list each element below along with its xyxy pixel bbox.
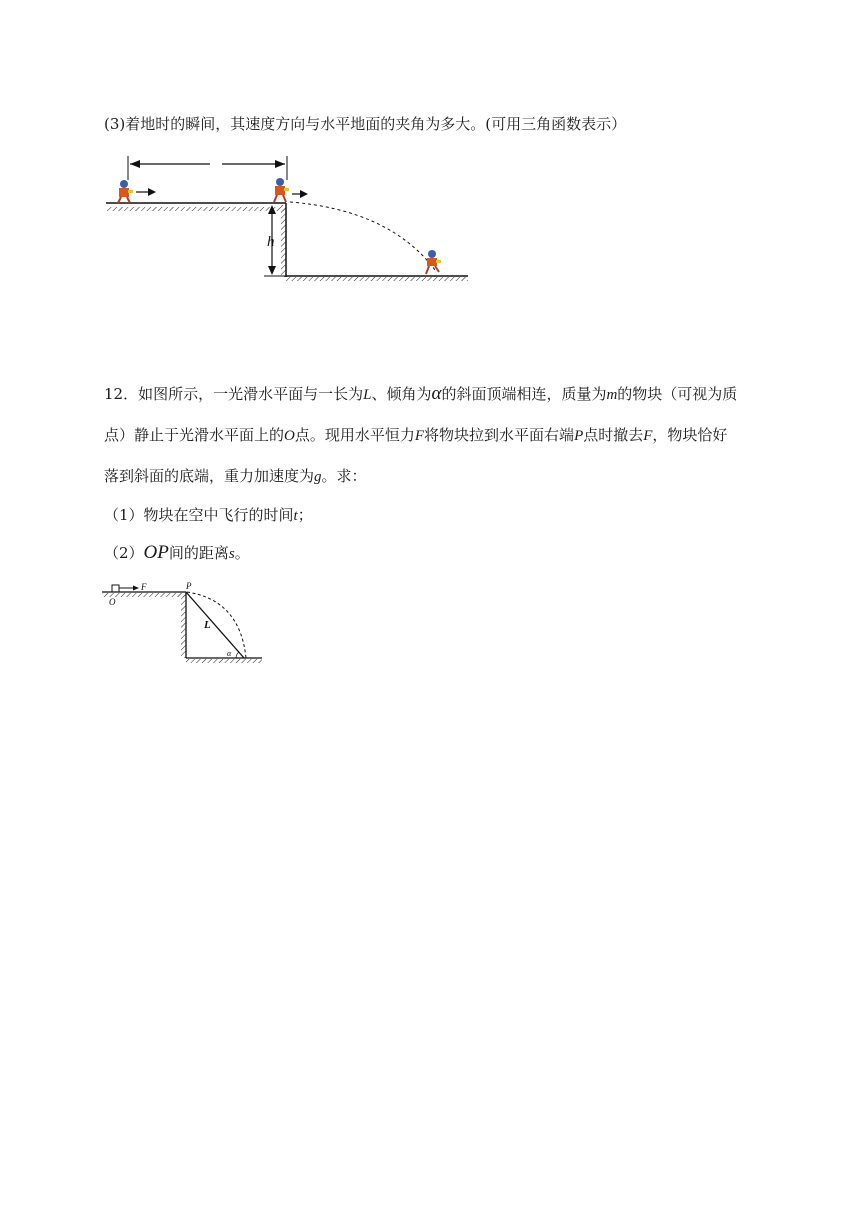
label-L: L (204, 619, 211, 631)
runner-icon (426, 250, 441, 274)
question-part-3: (3)着地时的瞬间，其速度方向与水平地面的夹角为多大。(可用三角函数表示） (104, 115, 627, 133)
question-12-line-1: 12．如图所示，一光滑水平面与一长为L、倾角为α的斜面顶端相连，质量为m的物块（可视为质 (104, 383, 738, 404)
runner-icon (274, 178, 289, 202)
label-O: O (109, 597, 116, 607)
question-12-line-2: 点）静止于光滑水平面上的O点。现用水平恒力F将物块拉到水平面右端P点时撤去F，物块恰好 (104, 426, 728, 444)
question-12-sub-2: （2）OP间的距离s。 (104, 542, 250, 563)
label-P: P (186, 581, 192, 591)
figure-incline (100, 578, 270, 668)
runner-icon (118, 180, 133, 203)
figure-cliff-projectile (100, 150, 480, 290)
question-12-sub-1: （1）物块在空中飞行的时间t； (104, 506, 313, 524)
label-alpha: α (227, 649, 232, 658)
h-label: h (267, 234, 275, 250)
question-12-line-3: 落到斜面的底端，重力加速度为g。求： (104, 467, 367, 485)
label-F: F (141, 582, 147, 592)
